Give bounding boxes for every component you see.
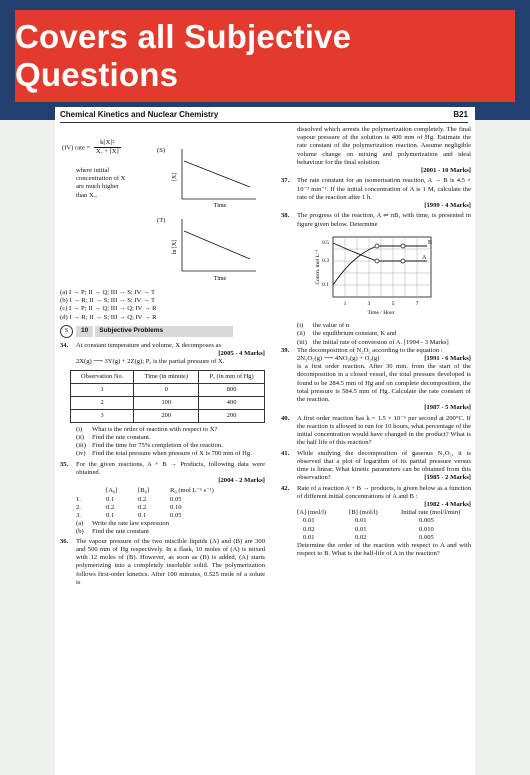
graph-s <box>170 147 260 209</box>
question-number: 40. <box>281 414 290 422</box>
table-row <box>71 409 265 422</box>
concentration-graph <box>281 231 471 319</box>
data-header: R₀ (mol L⁻¹ s⁻¹) <box>170 487 214 495</box>
table-header: Time (in minute) <box>134 370 199 383</box>
question-marks: [1985 - 2 Marks] <box>424 474 471 482</box>
section-number: 10 <box>76 326 93 336</box>
question-37 <box>281 177 471 210</box>
table-cell: 0 <box>134 383 199 396</box>
table-cell: 400 <box>199 396 265 409</box>
data-row: 1. 0.1 0.2 0.05 <box>76 495 182 503</box>
question-42 <box>281 485 471 559</box>
question-marks: [1991 - 6 Marks] <box>424 354 471 362</box>
curve-b-point <box>375 244 379 248</box>
graph-s-xlabel: Time <box>213 203 227 209</box>
promo-banner <box>15 10 515 102</box>
reaction-equation: 2N₂O₅(g) ⟶ 4NO₂(g) + O₂(g) <box>297 354 380 362</box>
section-heading <box>60 325 265 338</box>
page-header <box>60 110 468 123</box>
reaction-equation: 2X(g) ⟶ 3Y(g) + 2Z(g); Pₓ is the partial pressure of X. <box>76 358 225 366</box>
sub-part: (a) Write the rate law expression <box>76 520 169 528</box>
equation-line <box>297 355 471 363</box>
question-number: 38. <box>281 212 290 220</box>
chapter-title: Chemical Kinetics and Nuclear Chemistry <box>60 110 219 119</box>
option-c: (c) I → P; II → Q; III → Q; IV → R <box>60 305 157 313</box>
right-column <box>281 126 471 561</box>
book-page <box>55 107 475 775</box>
question-number: 42. <box>281 484 290 492</box>
data-row: 2. 0.2 0.2 0.10 <box>76 503 182 511</box>
graph-s-ylabel: [X] <box>172 172 178 182</box>
sub-part: (iv) Find the total pressure when pressure of X is 700 mm of Hg. <box>76 450 252 458</box>
section-label: Subjective Problems <box>95 326 233 336</box>
question-text: dissolved which arrests the polymerization completely. The final vapour pressure of the solution is 400 mm of Hg. Estimate the rate constant of the polymerization reaction. Assume negligible volume change on mixing and polymerization and ideal behaviour for the final solution. <box>297 126 471 166</box>
table-cell: 200 <box>134 409 199 422</box>
graph-t-xlabel: Time <box>213 276 227 282</box>
table-cell: 200 <box>199 409 265 422</box>
question-39 <box>281 347 471 413</box>
question-marks: [2005 - 4 Marks] <box>218 350 265 358</box>
observation-table <box>70 370 265 423</box>
graph-ylabel: Concn. mol L⁻¹ <box>315 249 321 285</box>
curve-a-point <box>375 259 379 263</box>
data-row: 0.01 0.01 0.005 <box>303 517 434 525</box>
graph-t-ylabel: ln [X] <box>172 239 178 255</box>
sub-part: (i) the value of n <box>297 322 350 330</box>
data-header: [B₀] <box>138 487 150 495</box>
question-text: The decomposition of N₂O₅ according to the equation : <box>297 346 443 354</box>
sub-part: (ii) Find the rate constant. <box>76 433 151 441</box>
graph-t-line <box>184 231 250 259</box>
table-header-row <box>71 370 265 383</box>
note-line: where initial <box>76 167 110 174</box>
sub-part: (ii) the equilibrium constant, K and <box>297 330 397 338</box>
page-number: B21 <box>453 110 468 119</box>
table-header: Pₓ (in mm of Hg) <box>199 370 265 383</box>
graph-xlabel: Time / Hour <box>367 309 395 316</box>
rate-denominator: Xₒ + [X] <box>95 148 119 156</box>
option-b: (b) I → R; II → S; III → S; IV → T <box>60 297 155 305</box>
q34-parts <box>76 426 265 459</box>
rate-label: (IV) rate = <box>62 144 91 152</box>
data-header: [A₀] <box>106 487 118 495</box>
curve-a-label: A <box>422 254 427 261</box>
question-38 <box>281 212 471 228</box>
question-text: The vapour pressure of the two miscible liquids (A) and (B) are 300 and 500 mm of Hg respectively. In a flask, 10 moles of (A) is mixed with 12 moles of (B). However, as soon as (B) is added, (A) starts polymerizing into a completely insoluble solid. The polymerization follows first-order kinetics. After 100 minutes, 0.525 mole of a solute is <box>76 537 265 586</box>
question-number: 35. <box>60 460 69 468</box>
x-tick: 7 <box>415 300 419 307</box>
note-line: concentration of X <box>76 175 126 183</box>
q35-data <box>76 487 265 536</box>
curve-b <box>333 246 427 285</box>
sub-part: (b) Find the rate constant <box>76 528 149 536</box>
data-row: 0.02 0.01 0.010 <box>303 525 434 533</box>
graph-s-line <box>184 161 250 187</box>
question-36-continued <box>281 126 471 175</box>
subjective-icon: S <box>60 325 73 338</box>
graph-t-tag: (T) <box>157 217 166 224</box>
q42-header-row: [A] (mol/l) [B] (mol/l) Initial rate (mol/l/min) <box>297 509 461 517</box>
sub-part: (iii) Find the time for 75% completion of the reaction. <box>76 442 223 450</box>
table-row <box>71 396 265 409</box>
question-text: Rate of a reaction A + B → products, is given below as a function of different initial concentrations of A and B : <box>297 484 471 500</box>
note-line: are much higher <box>76 183 119 191</box>
question-marks: [2001 - 10 Marks] <box>421 167 471 175</box>
question-34 <box>60 342 265 367</box>
question-marks: [1982 - 4 Marks] <box>424 500 471 508</box>
question-text: A first order reaction has k = 1.5 × 10⁻⁶ per second at 200°C. If the reaction is allowed to run for 10 hours, what percentage of the initial concentration would have changed in the product? What is the half life of this reaction? <box>297 414 471 447</box>
curve-b-point <box>401 244 405 248</box>
table-header: Observation No. <box>71 370 134 383</box>
question-40 <box>281 415 471 448</box>
option-d: (d) I → R; II → S; III → Q; IV → R <box>60 313 157 321</box>
options-list <box>60 289 265 322</box>
table-cell: 800 <box>199 383 265 396</box>
x-tick: 1 <box>343 300 347 307</box>
y-tick: 0.3 <box>322 257 329 264</box>
option-a: (a) I → P; II → Q; III → S; IV → T <box>60 289 155 296</box>
question-41 <box>281 450 471 483</box>
question-number: 39. <box>281 346 290 354</box>
rate-expression <box>62 139 121 156</box>
x-tick: 5 <box>391 300 395 307</box>
question-text: Determine the order of the reaction with respect to A and with respect to B. What is the half-life of A in the reaction? <box>297 542 471 558</box>
question-text: The rate constant for an isomerisation reaction, A → B is 4.5 × 10⁻³ min⁻¹. If the initial concentration of A is 1 M, calculate the rate of the reaction after 1 h. <box>297 177 471 201</box>
rate-numerator: k[X]² <box>94 139 121 148</box>
rate-fraction <box>94 139 121 156</box>
graph-s-tag: (S) <box>157 147 166 154</box>
sub-part: (iii) the initial rate of conversion of A. [1994 - 3 Marks] <box>297 338 449 346</box>
question-35 <box>60 461 265 486</box>
question-number: 34. <box>60 341 69 349</box>
question-marks: [1999 - 4 Marks] <box>424 202 471 210</box>
question-text: While studying the decomposition of gaseous N₂O₅, it is observed that a plot of logarithm of its partial pressure versus time is linear. What kinetic parameters can be obtained from this observation? <box>297 449 471 482</box>
table-cell: 2 <box>71 396 134 409</box>
curve-a-point <box>401 259 405 263</box>
match-graphs-block <box>60 129 265 289</box>
q35-header-row <box>76 487 265 495</box>
question-number: 41. <box>281 449 290 457</box>
y-tick: 0.1 <box>322 281 329 288</box>
question-text: For the given reactions, A + B → Products, following data were obtained. <box>76 460 265 476</box>
x-tick: 3 <box>367 300 371 307</box>
q38-parts <box>297 322 471 347</box>
table-cell: 1 <box>71 383 134 396</box>
question-text: is a first order reaction. After 30 min. from the start of the decomposition in a closed vessel, the total pressure developed is found to be 284.5 mm of Hg and on complete decomposition, the total pressure is 584.5 mm of Hg. Calculate the rate constant of the reaction. <box>297 363 471 404</box>
question-marks: [1987 - 5 Marks] <box>424 404 471 412</box>
question-text: At constant temperature and volume, X decomposes as <box>76 341 222 349</box>
sub-part: (i) What is the order of reaction with respect to X? <box>76 425 218 433</box>
table-cell: 3 <box>71 409 134 422</box>
rate-note <box>76 167 146 200</box>
curve-b-label: B <box>428 239 433 246</box>
note-line: than Xₒ. <box>76 191 98 199</box>
data-row: 3. 0.1 0.1 0.05 <box>76 511 182 519</box>
data-row: 0.01 0.02 0.005 <box>303 533 434 541</box>
question-number: 37. <box>281 177 290 185</box>
question-36 <box>60 538 265 587</box>
graph-t <box>170 217 260 283</box>
banner-title: Covers all Subjective Questions <box>15 18 352 93</box>
question-text: The progress of the reaction, A ⇌ nB, with time, is presented in figure given below. Determine <box>297 212 471 228</box>
question-number: 36. <box>60 537 69 545</box>
question-marks: [2004 - 2 Marks] <box>218 477 265 485</box>
table-cell: 100 <box>134 396 199 409</box>
table-row <box>71 383 265 396</box>
y-tick: 0.5 <box>322 239 329 246</box>
left-column <box>60 129 265 589</box>
